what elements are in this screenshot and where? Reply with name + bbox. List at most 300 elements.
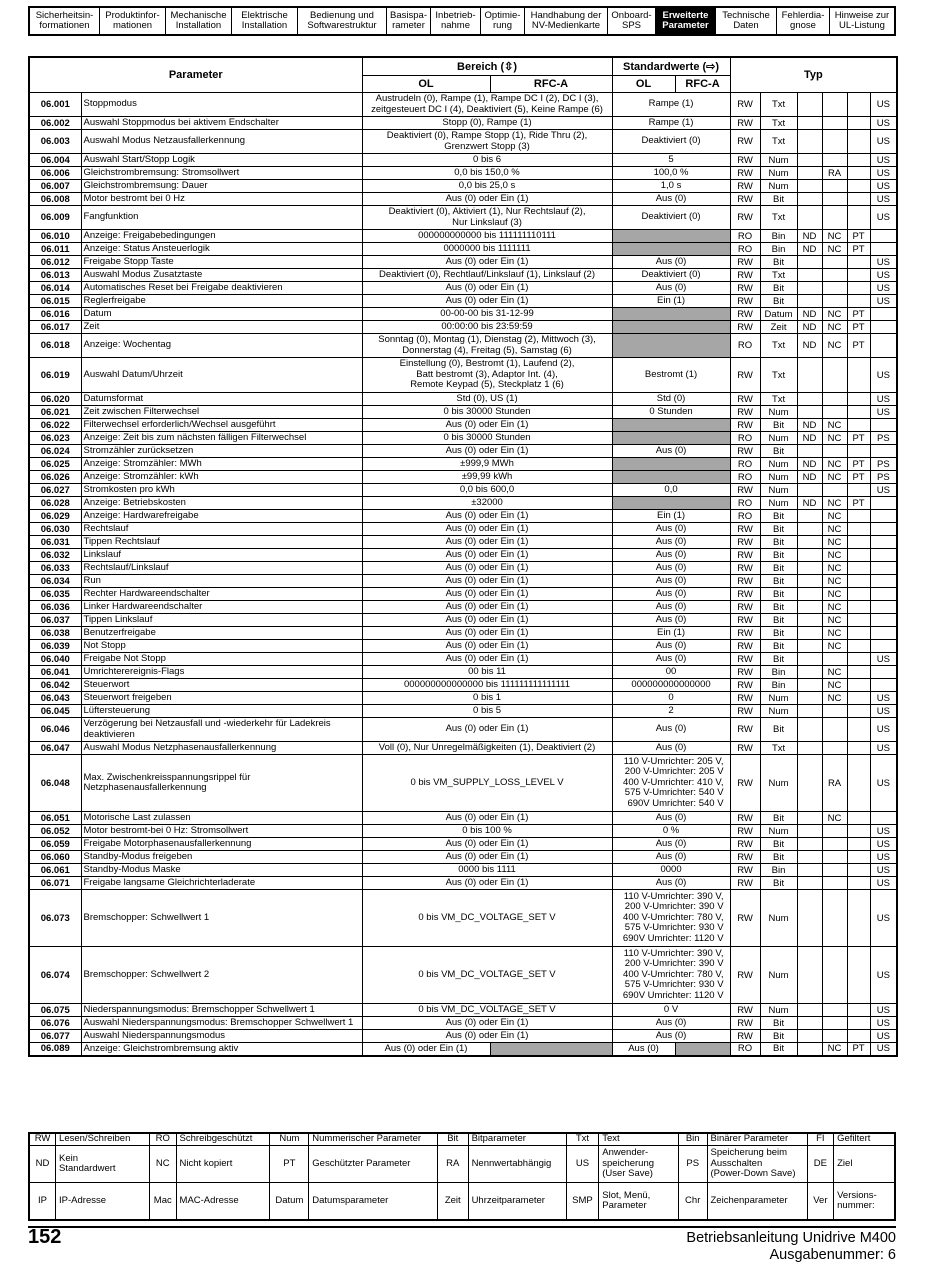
nav-tab-12[interactable]: Fehlerdia- gnose [777, 8, 830, 34]
nav-tab-3[interactable]: Elektrische Installation [232, 8, 298, 34]
legend-desc: Binärer Parameter [707, 1133, 807, 1146]
param-type-4 [847, 562, 870, 575]
param-range: 0 bis 100 % [362, 825, 612, 838]
table-row [29, 154, 897, 167]
legend-key: Bit [437, 1133, 468, 1146]
param-type-4: PT [847, 432, 870, 445]
param-number: 06.012 [29, 256, 81, 269]
param-number: 06.011 [29, 243, 81, 256]
param-description: Not Stopp [81, 640, 362, 653]
param-description: Stoppmodus [81, 93, 362, 117]
param-type-5 [870, 321, 897, 334]
table-row [29, 666, 897, 679]
param-type-0: RW [730, 549, 760, 562]
param-type-0: RW [730, 308, 760, 321]
nav-tab-5[interactable]: Basispa- rameter [387, 8, 431, 34]
param-type-2 [797, 890, 822, 947]
table-row [29, 877, 897, 890]
param-type-2: ND [797, 230, 822, 243]
param-description: Freigabe Motorphasenausfallerkennung [81, 838, 362, 851]
table-row [29, 256, 897, 269]
param-range: Aus (0) oder Ein (1) [362, 562, 612, 575]
param-type-1: Txt [760, 117, 797, 130]
param-type-2 [797, 755, 822, 812]
param-default [612, 334, 730, 358]
param-type-5: US [870, 1004, 897, 1017]
param-default: Std (0) [612, 393, 730, 406]
param-type-2: ND [797, 471, 822, 484]
table-row [29, 947, 897, 1004]
param-range: Aus (0) oder Ein (1) [362, 419, 612, 432]
nav-tab-7[interactable]: Optimie- rung [481, 8, 525, 34]
param-description: Stromzähler zurücksetzen [81, 445, 362, 458]
param-description: Auswahl Datum/Uhrzeit [81, 358, 362, 393]
param-type-2 [797, 851, 822, 864]
param-type-5: US [870, 705, 897, 718]
param-default: Deaktiviert (0) [612, 130, 730, 154]
table-row [29, 1030, 897, 1043]
param-range: Aus (0) oder Ein (1) [362, 601, 612, 614]
table-row [29, 295, 897, 308]
param-description: Run [81, 575, 362, 588]
param-type-1: Bit [760, 601, 797, 614]
nav-tab-10[interactable]: Erweiterte Parameter [656, 8, 716, 34]
legend-desc: Lesen/Schreiben [56, 1133, 150, 1146]
param-type-5: US [870, 282, 897, 295]
param-type-2 [797, 117, 822, 130]
param-type-1: Bit [760, 549, 797, 562]
param-type-1: Zeit [760, 321, 797, 334]
param-type-1: Bin [760, 230, 797, 243]
header-range-rfca: RFC-A [490, 76, 612, 93]
table-row [29, 523, 897, 536]
table-row [29, 193, 897, 206]
param-default: Aus (0) [612, 812, 730, 825]
param-type-0: RW [730, 692, 760, 705]
param-description: Tippen Linkslauf [81, 614, 362, 627]
param-type-4 [847, 93, 870, 117]
param-type-2 [797, 154, 822, 167]
table-row [29, 864, 897, 877]
param-type-5: US [870, 130, 897, 154]
param-default: Aus (0) [612, 1017, 730, 1030]
param-type-3: NC [822, 549, 847, 562]
param-range: 0 bis 6 [362, 154, 612, 167]
param-description: Anzeige: Gleichstrombremsung aktiv [81, 1043, 362, 1056]
param-type-4 [847, 718, 870, 742]
param-type-1: Num [760, 471, 797, 484]
legend-key: Mac [149, 1183, 176, 1221]
table-row [29, 838, 897, 851]
header-default-rfca: RFC-A [675, 76, 730, 93]
legend-key: Ver [807, 1183, 834, 1221]
param-default [612, 321, 730, 334]
param-default: Ein (1) [612, 510, 730, 523]
table-row [29, 890, 897, 947]
param-range: Aus (0) oder Ein (1) [362, 627, 612, 640]
param-number: 06.039 [29, 640, 81, 653]
legend-key: FI [807, 1133, 834, 1146]
param-type-2: ND [797, 432, 822, 445]
table-row [29, 510, 897, 523]
param-type-5: US [870, 947, 897, 1004]
table-row [29, 575, 897, 588]
param-type-1: Num [760, 154, 797, 167]
param-type-5 [870, 666, 897, 679]
param-range: Aus (0) oder Ein (1) [362, 718, 612, 742]
param-type-1: Num [760, 705, 797, 718]
param-type-2 [797, 653, 822, 666]
table-row [29, 1043, 897, 1056]
param-type-4: PT [847, 230, 870, 243]
param-default: 0 [612, 692, 730, 705]
table-row [29, 243, 897, 256]
param-type-2 [797, 393, 822, 406]
table-row [29, 419, 897, 432]
param-type-2: ND [797, 243, 822, 256]
param-type-0: RW [730, 575, 760, 588]
param-default: Ein (1) [612, 627, 730, 640]
nav-tab-4[interactable]: Bedienung und Softwarestruktur [298, 8, 387, 34]
param-type-0: RO [730, 432, 760, 445]
param-range: Aus (0) oder Ein (1) [362, 510, 612, 523]
param-type-5 [870, 308, 897, 321]
param-description: Steuerwort [81, 679, 362, 692]
param-range: 0 bis 1 [362, 692, 612, 705]
table-row [29, 588, 897, 601]
param-default-rfca-empty [675, 1043, 730, 1056]
param-description: Zeit zwischen Filterwechsel [81, 406, 362, 419]
param-type-1: Num [760, 825, 797, 838]
param-type-1: Bit [760, 193, 797, 206]
param-type-2 [797, 536, 822, 549]
param-range: 0 bis VM_DC_VOLTAGE_SET V [362, 890, 612, 947]
param-type-3: NC [822, 614, 847, 627]
param-number: 06.052 [29, 825, 81, 838]
param-range: 0,0 bis 25,0 s [362, 180, 612, 193]
param-type-1: Bit [760, 627, 797, 640]
param-type-5 [870, 588, 897, 601]
param-type-0: RO [730, 334, 760, 358]
table-row [29, 705, 897, 718]
param-default [612, 471, 730, 484]
nav-tab-8[interactable]: Handhabung der NV-Medienkarte [525, 8, 608, 34]
param-type-2 [797, 601, 822, 614]
param-type-4 [847, 419, 870, 432]
param-type-4 [847, 206, 870, 230]
param-type-3: NC [822, 666, 847, 679]
param-type-4 [847, 130, 870, 154]
param-type-0: RW [730, 269, 760, 282]
param-type-0: RO [730, 471, 760, 484]
nav-tab-6[interactable]: Inbetrieb- nahme [431, 8, 481, 34]
param-type-0: RW [730, 445, 760, 458]
param-number: 06.017 [29, 321, 81, 334]
param-type-3 [822, 406, 847, 419]
param-type-4 [847, 679, 870, 692]
table-row [29, 825, 897, 838]
table-row [29, 536, 897, 549]
param-default-ol: Aus (0) [612, 1043, 675, 1056]
param-range: Deaktiviert (0), Rechtlauf/Linkslauf (1), Linkslauf (2) [362, 269, 612, 282]
param-default: Aus (0) [612, 193, 730, 206]
param-range: 0 bis VM_DC_VOLTAGE_SET V [362, 947, 612, 1004]
param-type-0: RW [730, 406, 760, 419]
param-type-5: US [870, 167, 897, 180]
param-type-5: US [870, 653, 897, 666]
param-default [612, 308, 730, 321]
param-type-4 [847, 640, 870, 653]
param-description: Anzeige: Wochentag [81, 334, 362, 358]
param-number: 06.074 [29, 947, 81, 1004]
param-default: Rampe (1) [612, 93, 730, 117]
legend-key: Datum [270, 1183, 309, 1221]
nav-tab-1[interactable]: Produktinfor- mationen [100, 8, 166, 34]
param-number: 06.013 [29, 269, 81, 282]
param-number: 06.046 [29, 718, 81, 742]
param-type-3: RA [822, 755, 847, 812]
param-type-2: ND [797, 308, 822, 321]
param-default: Aus (0) [612, 256, 730, 269]
param-number: 06.042 [29, 679, 81, 692]
param-range: Aus (0) oder Ein (1) [362, 653, 612, 666]
param-type-2 [797, 282, 822, 295]
param-type-3 [822, 705, 847, 718]
header-default-ol: OL [612, 76, 675, 93]
param-type-5 [870, 230, 897, 243]
param-type-3: NC [822, 230, 847, 243]
param-type-3 [822, 256, 847, 269]
table-row [29, 851, 897, 864]
param-type-1: Num [760, 692, 797, 705]
param-number: 06.008 [29, 193, 81, 206]
param-number: 06.027 [29, 484, 81, 497]
param-description: Auswahl Stoppmodus bei aktivem Endschalter [81, 117, 362, 130]
param-type-5: PS [870, 432, 897, 445]
param-number: 06.003 [29, 130, 81, 154]
param-default: Aus (0) [612, 614, 730, 627]
legend-key: ND [29, 1146, 56, 1183]
param-range: Aus (0) oder Ein (1) [362, 838, 612, 851]
param-type-2 [797, 206, 822, 230]
param-type-1: Bit [760, 1043, 797, 1056]
parameter-table [28, 56, 898, 1057]
param-range: Aus (0) oder Ein (1) [362, 536, 612, 549]
param-number: 06.045 [29, 705, 81, 718]
param-description: Anzeige: Hardwarefreigabe [81, 510, 362, 523]
param-range: 0000000 bis 1111111 [362, 243, 612, 256]
param-type-4: PT [847, 243, 870, 256]
param-type-0: RW [730, 1017, 760, 1030]
param-type-4 [847, 838, 870, 851]
param-number: 06.018 [29, 334, 81, 358]
param-description: Anzeige: Betriebskosten [81, 497, 362, 510]
param-description: Gleichstrombremsung: Dauer [81, 180, 362, 193]
param-type-2 [797, 256, 822, 269]
param-number: 06.077 [29, 1030, 81, 1043]
param-default [612, 497, 730, 510]
table-row [29, 614, 897, 627]
param-type-5: PS [870, 471, 897, 484]
param-type-4: PT [847, 471, 870, 484]
param-type-5: US [870, 718, 897, 742]
param-number: 06.089 [29, 1043, 81, 1056]
param-number: 06.047 [29, 742, 81, 755]
param-default: Deaktiviert (0) [612, 206, 730, 230]
param-type-2 [797, 510, 822, 523]
param-type-0: RW [730, 167, 760, 180]
param-default: Ein (1) [612, 295, 730, 308]
param-default: Rampe (1) [612, 117, 730, 130]
param-description: Reglerfreigabe [81, 295, 362, 308]
param-default: Aus (0) [612, 838, 730, 851]
param-type-2 [797, 588, 822, 601]
param-type-4 [847, 406, 870, 419]
param-number: 06.020 [29, 393, 81, 406]
param-type-1: Txt [760, 393, 797, 406]
param-type-1: Bit [760, 877, 797, 890]
param-type-3 [822, 282, 847, 295]
param-range: Aus (0) oder Ein (1) [362, 549, 612, 562]
param-type-1: Bit [760, 445, 797, 458]
param-type-3 [822, 1030, 847, 1043]
param-type-4 [847, 742, 870, 755]
param-type-2 [797, 523, 822, 536]
param-number: 06.021 [29, 406, 81, 419]
param-number: 06.040 [29, 653, 81, 666]
param-type-3: NC [822, 321, 847, 334]
param-type-4: PT [847, 308, 870, 321]
param-type-4 [847, 825, 870, 838]
param-type-0: RW [730, 640, 760, 653]
param-type-5: US [870, 877, 897, 890]
param-type-0: RW [730, 206, 760, 230]
legend-key: Zeit [437, 1183, 468, 1221]
param-description: Auswahl Niederspannungsmodus [81, 1030, 362, 1043]
param-type-1: Bit [760, 1017, 797, 1030]
param-default: Deaktiviert (0) [612, 269, 730, 282]
table-row [29, 230, 897, 243]
param-type-4 [847, 864, 870, 877]
param-range: 00 bis 11 [362, 666, 612, 679]
legend-desc: MAC-Adresse [176, 1183, 270, 1221]
param-default: 0,0 [612, 484, 730, 497]
param-description: Rechter Hardwareendschalter [81, 588, 362, 601]
param-type-2: ND [797, 497, 822, 510]
table-row [29, 742, 897, 755]
param-range: ±999,9 MWh [362, 458, 612, 471]
param-type-2 [797, 180, 822, 193]
param-type-0: RW [730, 484, 760, 497]
nav-tab-13[interactable]: Hinweise zur UL-Listung [834, 9, 890, 31]
param-range: Aus (0) oder Ein (1) [362, 640, 612, 653]
param-type-3: NC [822, 692, 847, 705]
param-type-3: NC [822, 640, 847, 653]
table-row [29, 334, 897, 358]
table-row [29, 497, 897, 510]
param-type-3: NC [822, 308, 847, 321]
param-type-4 [847, 1030, 870, 1043]
param-description: Zeit [81, 321, 362, 334]
legend-desc: IP-Adresse [56, 1183, 150, 1221]
legend-key: Num [270, 1133, 309, 1146]
param-type-0: RW [730, 742, 760, 755]
legend-desc: Schreibgeschützt [176, 1133, 270, 1146]
param-type-1: Bin [760, 864, 797, 877]
param-range: 0000 bis 1111 [362, 864, 612, 877]
param-description: Steuerwort freigeben [81, 692, 362, 705]
param-range: 00:00:00 bis 23:59:59 [362, 321, 612, 334]
nav-tab-2[interactable]: Mechanische Installation [166, 8, 232, 34]
legend-key: RW [29, 1133, 56, 1146]
param-type-4 [847, 890, 870, 947]
table-row [29, 549, 897, 562]
legend-desc: Slot, Menü, Parameter [599, 1183, 679, 1221]
param-default: Aus (0) [612, 562, 730, 575]
param-type-2 [797, 167, 822, 180]
param-type-1: Bit [760, 562, 797, 575]
param-type-2: ND [797, 321, 822, 334]
param-range-rfca-empty [490, 1043, 612, 1056]
param-type-0: RO [730, 1043, 760, 1056]
param-type-1: Num [760, 947, 797, 1004]
param-type-3: NC [822, 432, 847, 445]
param-type-5: US [870, 742, 897, 755]
param-type-1: Num [760, 180, 797, 193]
param-type-2 [797, 1030, 822, 1043]
nav-tab-0[interactable]: Sicherheitsin- formationen [30, 8, 100, 34]
table-row [29, 640, 897, 653]
param-type-2: ND [797, 458, 822, 471]
param-number: 06.059 [29, 838, 81, 851]
param-type-3 [822, 393, 847, 406]
param-type-3 [822, 295, 847, 308]
param-type-0: RW [730, 679, 760, 692]
param-type-4 [847, 692, 870, 705]
param-type-2 [797, 877, 822, 890]
nav-tab-9[interactable]: Onboard- SPS [608, 8, 656, 34]
param-range: Aus (0) oder Ein (1) [362, 851, 612, 864]
param-description: Gleichstrombremsung: Stromsollwert [81, 167, 362, 180]
param-number: 06.061 [29, 864, 81, 877]
param-type-5: US [870, 1017, 897, 1030]
table-row [29, 308, 897, 321]
legend-key: NC [149, 1146, 176, 1183]
param-type-2 [797, 947, 822, 1004]
param-type-3 [822, 947, 847, 1004]
param-number: 06.025 [29, 458, 81, 471]
param-description: Stromkosten pro kWh [81, 484, 362, 497]
legend-desc: Datumsparameter [309, 1183, 438, 1221]
footer-rule [28, 1226, 896, 1228]
param-type-0: RW [730, 653, 760, 666]
param-type-1: Txt [760, 742, 797, 755]
param-range: 0 bis VM_DC_VOLTAGE_SET V [362, 1004, 612, 1017]
param-type-2 [797, 627, 822, 640]
nav-tab-11[interactable]: Technische Daten [716, 8, 777, 34]
param-number: 06.014 [29, 282, 81, 295]
param-type-2 [797, 358, 822, 393]
param-range: Aus (0) oder Ein (1) [362, 282, 612, 295]
param-range: Aus (0) oder Ein (1) [362, 256, 612, 269]
param-type-5 [870, 523, 897, 536]
param-type-5: US [870, 406, 897, 419]
param-default: Aus (0) [612, 1030, 730, 1043]
param-type-0: RO [730, 510, 760, 523]
param-type-3: NC [822, 334, 847, 358]
param-type-1: Txt [760, 130, 797, 154]
param-default: 0000 [612, 864, 730, 877]
